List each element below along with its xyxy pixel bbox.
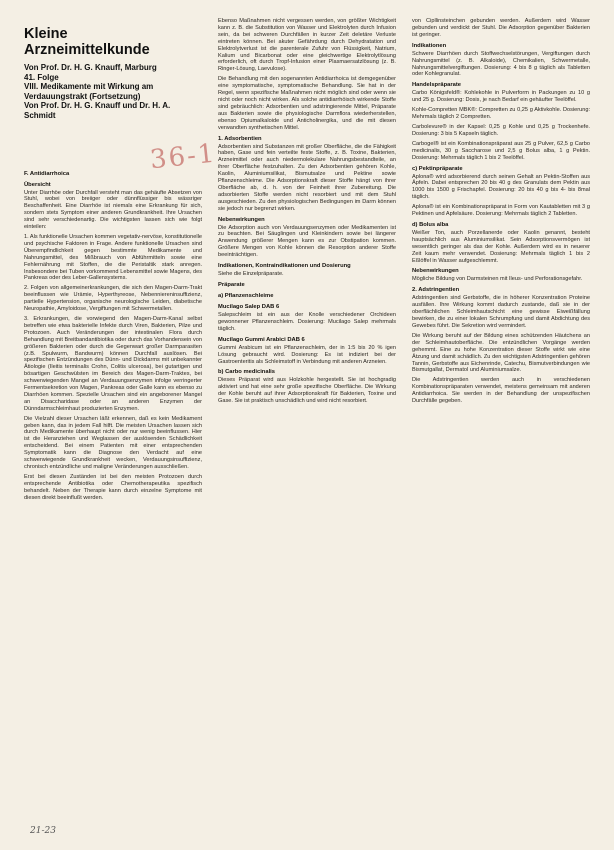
section-heading: 1. Adsorbentien xyxy=(218,135,262,142)
subsection-heading: Mucilago Gummi Arabici DAB 6 xyxy=(218,336,305,343)
paragraph: Carbolevure® in der Kapsel: 0,25 g Kohle und 0,25 g Trockenhefe. Dosierung: 3 bis 5 Kapseln täglich. xyxy=(412,123,590,137)
handwritten-annotation: 36-1 xyxy=(148,138,218,176)
paragraph: Adsorbentien sind Substanzen mit großer Oberfläche, die die Fähigkeit haben, Gase und fein verteilte feste Stoffe, z. B. Toxine, Bakterien, Arzneimittel oder auch niedermolekulare Nahrungsbestandteile, an ihrer Oberfläche festzuhalten. Zu den Adsorbentien gehören Kohle, Kaolin, Aluminiumsilikat, Bismutsalze und Pektine sowie Pflanzenschleime. Die Adsorptionskraft dieser Stoffe hängt von ihrer Oberfläche ab, d. h. von der Feinheit ihrer Zubereitung. Die adsorbierten Stoffe werden nicht resorbiert und mit dem Stuhl ausgeschieden. Zu den physiologischen Bedingungen im Darm können sie jedoch nur begrenzt wirken. xyxy=(218,143,396,212)
subsection-heading: a) Pflanzenschleime xyxy=(218,293,274,299)
paragraph: Dieses Präparat wird aus Holzkohle hergestellt. Sie ist hochgradig aktiviert und hat eine sehr große spezifische Oberfläche. Die Wirkung der Kohle beruht auf ihrer Adsorptionskraft für Bakterien, Toxine und Gase. Sie ist praktisch unschädlich und wird nicht resorbiert. xyxy=(218,377,396,405)
paragraph: 1. Als funktionelle Ursachen kommen vegetativ-nervöse, konstitutionelle und psychische Faktoren in Frage. Andere funktionelle Ursachen sind Überempfindlichkeit gegen bestimmte Medikamente und Nahrungsmittel, des Mißbrauch von Abführmitteln sowie eine Fehlernährung mit Stoffen, die die Peristaltik stark anregen. Insbesondere bei Tuben vorkommend Lebensmittel sowie Magens, des Pankreas oder des Leber-Gallensystems. xyxy=(24,234,202,282)
column-right xyxy=(412,18,590,833)
paragraph: Adstringentien sind Gerbstoffe, die in höherer Konzentration Proteine ausfällen. Ihre Wirkung kommt dadurch zustande, daß sie in der oberflächlichen Schleimhautschicht eine gewisse Eiweißfällung bewirken, die zu einer lokalen Schrumpfung und damit Abdichtung des Gewebes führt. Die Sekretion wird vermindert. xyxy=(412,295,590,329)
section-heading: Nebenwirkungen xyxy=(218,216,265,223)
article-title: Kleine Arzneimittelkunde xyxy=(24,26,150,58)
paragraph: Ebenso Maßnahmen nicht vergessen werden, von größter Wichtigkeit kann z. B. die Substitution von Wasser und Elektrolyten durch Infusion sein, da bei schweren Durchfällen in kurzer Zeit deletäre Verluste eintreten können. Bei akuter Gefährdung durch Dehydratation und Elektrolytverlust ist die parenterale Zufuhr von Flüssigkeit, Natrium, Kalium und Bicarbonat oder eine gleichwertige Elektrolytlösung erforderlich, oft durch Tropf-Infusion einer Plasmaersatzlösung (z. B. Ringer-Lösung, Laevulose). xyxy=(218,18,396,73)
subsection-heading: d) Bolus alba xyxy=(412,221,449,228)
paragraph: Carbo Königsfeld®: Kohlekohle in Pulverform in Packungen zu 10 g und 25 g. Dosierung: Dosis, je nach Bedarf ein gehäufter Teelöffel. xyxy=(412,90,590,104)
section-heading: Nebenwirkungen xyxy=(412,268,459,275)
page-number: 21-23 xyxy=(30,826,56,836)
subsection-heading: Mucilago Salep DAB 6 xyxy=(218,304,280,310)
section-heading: F. Antidiarrhoica xyxy=(24,170,70,177)
section-heading: Indikationen xyxy=(412,42,447,49)
section-heading: Präparate xyxy=(218,282,245,288)
article-byline: Von Prof. Dr. H. G. Knauff, Marburg 41. Folge VIII. Medikamente mit Wirkung am Verdauungstrakt (Fortsetzung) Von Prof. Dr. H. G. Knauff und Dr. H. A. Schmidt xyxy=(24,63,171,120)
paragraph: Schwere Diarrhöen durch Stoffwechselstörungen, Vergiftungen durch Nahrungsmittel (z. B. Alkaloide), Chemikalien, Schwermetalle, Nahrungsmittelvergiftungen. Dosierung: 4 bis 8 g täglich als Tabletten oder Kohlegranulat. xyxy=(412,50,590,78)
paragraph: Kohle-Compretten MBK®: Compretten zu 0,25 g Aktivkohle. Dosierung: Mehrmals täglich 2 Compretten. xyxy=(412,107,590,121)
paragraph: von Cipllinsteinchen gebunden werden. Außerdem wird Wasser gebunden und verdickt der Stuhl. Die Adsorption gegenüber Bakterien ist geringer. xyxy=(412,18,590,38)
paragraph: Carbogel® ist ein Kombinationspräparat aus 25 g Pulver, 62,5 g Carbo medicinalis, 30 g Saccharose und 2,5 g Bolus alba, 1 g Pektin. Dosierung: Mehrmals täglich 1 bis 2 Teelöffel. xyxy=(412,140,590,161)
section-heading: 2. Adstringentien xyxy=(412,287,460,294)
section-heading: Indikationen, Kontraindikationen und Dosierung xyxy=(218,263,351,270)
paragraph: Die Wirkung beruht auf der Bildung eines schützenden Häutchens an der Schleimhautoberfläche. Die entzündlichen Vorgänge werden gehemmt. Eine zu hohe Konzentration dieser Stoffe wirkt wie eine Ätzung und damit schädlich. Zu den wichtigsten Adstringentien gehören Tannin, Gerbstoffe aus Eichenrinde, Catechu, Bismutverbindungen wie Bismutgallat, Dermatol und Aluminiumsalze. xyxy=(412,332,590,374)
paragraph: Aplona® wird adsorbierend durch seinen Gehalt an Pektin-Stoffen aus Äpfeln. Dabei entsprechen 20 bis 40 g des Granulats dem Pektin aus 1000 bis 1500 g Frischapfel. Dosierung: 20 bis 40 g bis 4- bis 8mal täglich. xyxy=(412,173,590,201)
paragraph: 2. Folgen von allgemeinerkrankungen, die sich den Magen-Darm-Trakt beeinflussen wie Urämie, Hyperthyreose, Nebenniereninsuffizienz, partielle Hypertension, organische neurologische Leiden, diabetische Neuropathie, Amyloidose, Vergiftungen mit Schwermetallen. xyxy=(24,285,202,313)
paragraph: Salepschleim ist ein aus der Knolle verschiedener Orchideen gewonnener Pflanzenschleim. Dosierung: Mucilago Salep mehrmals täglich. xyxy=(218,312,396,332)
section-heading: Handelspräparate xyxy=(412,82,461,89)
paragraph: Unter Diarrhöe oder Durchfall versteht man das gehäufte Absetzen von Stuhl, wobei von breiiger oder dünnflüssiger bis wässriger Beschaffenheit. Eine Diarrhöe ist niemals eine Erkrankung für sich, sondern stets Symptom einer anderen Grundkrankheit. Ihre Ursachen sind sehr verschiedenartig. Die wichtigsten lassen sich wie folgt einteilen: xyxy=(24,189,202,231)
subsection-heading: c) Pektinpräparate xyxy=(412,165,463,172)
paragraph: Erst bei diesen Zuständen ist bei den meisten Protozoen durch entsprechende Antibiotika oder Chemotherapeutika spezifisch behandelt. Neben der Therapie kann durch einzelne Symptome mit diesen direkt beeinflußt werden. xyxy=(24,473,202,501)
paragraph: Die Adsorption auch von Verdauungsenzymen oder Medikamenten ist zu beachten. Bei Säuglingen und Kleinkindern sowie bei längerer Anwendung größerer Mengen kann es zur Obstipation kommen. Größere Mengen von Kohle können die Resorption anderer Stoffe beeinträchtigen. xyxy=(218,224,396,259)
paragraph: 3. Erkrankungen, die vorwiegend den Magen-Darm-Kanal selbst betreffen wie etwa bakterielle Infekte durch Viren, Bakterien, Pilze und Protozoen. Auch Veränderungen der intestinalen Flora durch Behandlung mit Breitbandantibiotika oder durch das Vorhandensein von größeren Bakterien oder durch die Gegenwart großer Darmparasiten (z.B. Spulwurm, Bandwurm) können Durchfall auslösen. Bei spezifischen Entzündungen des Dünn- und Dickdarms mit unbekannter Ätiologie (Ileitis terminalis Crohn, Colitis ulcerosa), bei gutartigen und bösartigen Geschwülsten im Bereich des Magen-Darm-Traktes, bei schwerwiegenden Mangel an Verdauungsenzymen infolge verringerter Fermentsekretion von Magen, Pankreas oder Galle kann es ebenso zu Diarrhöen kommen. Spezielle Ursachen sind ein angeborener Mangel an Disaccharidase oder an anderen Enzymen der Dünndarmschleimhaut produzierten Enzymen. xyxy=(24,315,202,412)
paragraph: Aplona® ist ein Kombinationspräparat in Form von Kautabletten mit 3 g Pektinen und Apfelsäure. Dosierung: Mehrmals täglich 2 Tabletten. xyxy=(412,204,590,218)
subsection-heading: Übersicht xyxy=(24,181,51,188)
paragraph: Die Vielzahl dieser Ursachen läßt erkennen, daß es kein Medikament geben kann, das in jedem Fall hilft. Die meisten Ursachen lassen sich durch Medikamente überhaupt nicht oder nur wenig beeinflussen. Hier ist die Heranziehen und Weglassen der auslösenden Schädlichkeit entscheidend. Bei einem Patienten mit einer entsprechenden Symptomatik kann die Diagnose den Verdacht auf eine schwerwiegende Grundkrankheit wecken, Verdauungsinsuffizienz, chronisch entzündliche und maligne Veränderungen ausschließen. xyxy=(24,415,202,470)
subsection-heading: b) Carbo medicinalis xyxy=(218,369,276,376)
paragraph: Die Behandlung mit den sogenannten Antidiarrhoica ist demgegenüber eine symptomatische, symptomatische Behandlung. Sie hat in der Regel, wenn spezifische Maßnahmen nicht möglich sind oder wenn sie nicht oder noch nicht wirken. Als solche antidiarrhöisch wirkende Stoffe sind gebräuchlich: Adsorbentien und adstringierende Mittel, Präparate aus Bakterien sowie die physiologische Darmflora wiederherstellen, ebenso Opiumalkaloide und Anticholinergika, und die mit diesen verwandten synthetischen Mittel. xyxy=(218,76,396,131)
paragraph: Die Adstringentien werden auch in verschiedenen Kombinationspräparaten verwendet, meistens gemeinsam mit anderen Antidiarrhoica. Sie werden in der Behandlung der unspezifischen Durchfälle gegeben. xyxy=(412,377,590,405)
paragraph: Siehe die Einzelpräparate. xyxy=(218,271,284,278)
paragraph: Gummi Arabicum ist ein Pflanzenschleim, der in 1:5 bis 20 % igen Lösung gebraucht wird. Dosierung: Es ist indiziert bei der Gastroenteritis als Schleimstoff in Verbindung mit anderen Arzneien. xyxy=(218,344,396,365)
column-middle xyxy=(218,18,396,833)
paragraph: Mögliche Bildung von Darmsteinen mit Ileus- und Perforationsgefahr. xyxy=(412,276,583,283)
paragraph: Weißer Ton, auch Porzellanerde oder Kaolin genannt, besteht hauptsächlich aus Aluminiumsilikat. Sein Adsorptionsvermögen ist wesentlich geringer als das der Kohle. Außerdem wird es in neuerer Zeit kaum mehr verwendet. Dosierung: Mehrmals täglich 1 bis 2 Eßlöffel in Wasser aufgeschlemmt. xyxy=(412,229,590,264)
column-left xyxy=(24,18,202,833)
